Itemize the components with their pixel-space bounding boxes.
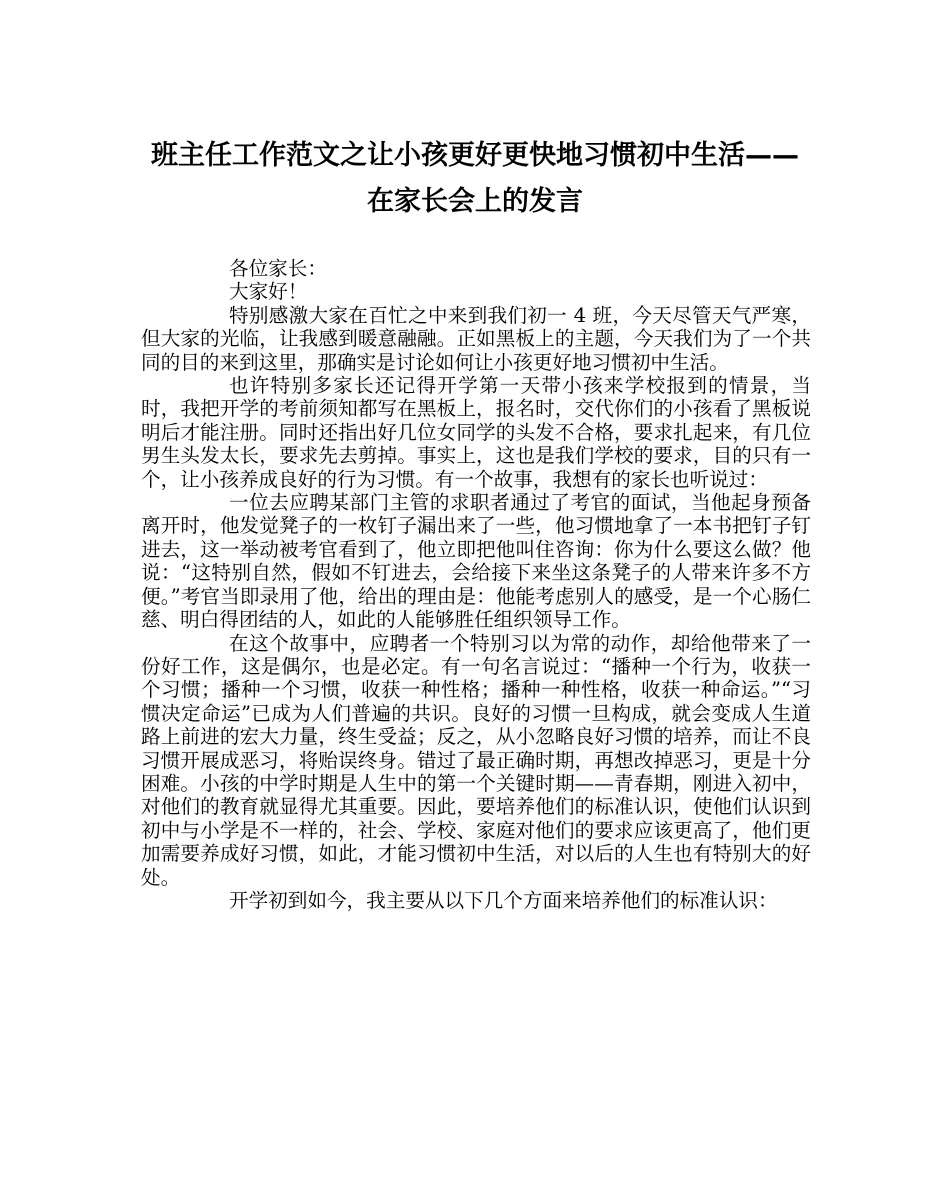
paragraph: 也许特别多家长还记得开学第一天带小孩来学校报到的情景，当时，我把开学的考前须知都写在黑板上，报名时，交代你们的小孩看了黑板说明后才能注册。同时还指出好几位女同学的头发不合格，要求扎起来，有几位男生头发太长，要求先去剪掉。事实上，这也是我们学校的要求，目的只有一个，让小孩养成良好的行为习惯。有一个故事，我想有的家长也听说过： — [141, 374, 811, 491]
paragraph: 特别感激大家在百忙之中来到我们初一 4 班，今天尽管天气严寒，但大家的光临，让我感到暖意融融。正如黑板上的主题，今天我们为了一个共同的目的来到这里，那确实是讨论如何让小孩更好地习惯初中生活。 — [141, 303, 811, 374]
document-body — [141, 257, 811, 912]
document-title-line-1: 班主任工作范文之让小孩更好更快地习惯初中生活—— — [151, 140, 799, 171]
greeting: 大家好！ — [229, 280, 308, 304]
document-title-line-2: 在家长会上的发言 — [367, 186, 583, 217]
paragraph: 在这个故事中，应聘者一个特别习以为常的动作，却给他带来了一份好工作，这是偶尔，也是必定。有一句名言说过：“播种一个行为，收获一个习惯；播种一个习惯，收获一种性格；播种一种性格，收获一种命运。”“习惯决定命运”已成为人们普遍的共识。良好的习惯一旦构成，就会变成人生道路上前进的宏大力量，终生受益；反之，从小忽略良好习惯的培养，而让不良习惯开展成恶习，将贻误终身。错过了最正确时期，再想改掉恶习，更是十分困难。小孩的中学时期是人生中的第一个关键时期——青春期，刚进入初中，对他们的教育就显得尤其重要。因此，要培养他们的标准认识，使他们认识到初中与小学是不一样的，社会、学校、家庭对他们的要求应该更高了，他们更加需要养成好习惯，如此，才能习惯初中生活，对以后的人生也有特别大的好处。 — [141, 631, 811, 889]
salutation: 各位家长： — [229, 257, 327, 280]
paragraph: 开学初到如今，我主要从以下几个方面来培养他们的标准认识： — [229, 888, 778, 912]
paragraph: 一位去应聘某部门主管的求职者通过了考官的面试，当他起身预备离开时，他发觉凳子的一枚钉子漏出来了一些，他习惯地拿了一本书把钉子钉进去，这一举动被考官看到了，他立即把他叫住咨询：你为什么要这么做？他说：“这特别自然，假如不钉进去，会给接下来坐这条凳子的人带来许多不方便。”考官当即录用了他，给出的理由是：他能考虑别人的感受，是一个心肠仁慈、明白得团结的人，如此的人能够胜任组织领导工作。 — [141, 491, 811, 632]
